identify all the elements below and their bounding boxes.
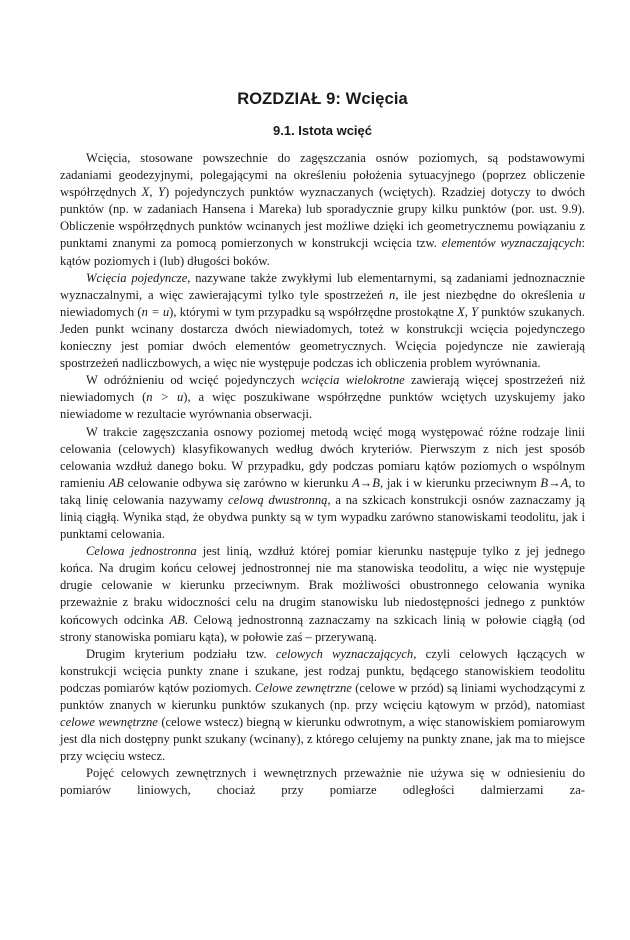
italic-term: A→B: [351, 475, 380, 490]
italic-term: celowych wyznaczających: [275, 646, 414, 661]
text-run: : kątów poziomych i (lub) długości boków.: [60, 236, 585, 268]
italic-term: n: [389, 287, 396, 302]
italic-term: elementów wyznaczających: [441, 236, 582, 251]
text-run: Pojęć celowych zewnętrznych i wewnętrznych przeważnie nie używa się w odniesieniu do pomiarów liniowych, chociaż przy pomiarze odległości dalmierzami za-: [60, 766, 585, 798]
body-paragraph: [60, 150, 585, 270]
text-run: Drugim kryterium podziału tzw.: [86, 646, 276, 661]
italic-term: Wcięcia pojedyncze: [86, 270, 188, 285]
italic-term: celowe wewnętrzne: [60, 715, 158, 730]
text-run: ), a więc poszukiwane współrzędne punktów wciętych uzyskujemy jako niewiadome w rezultacie wyrównania obserwacji.: [60, 390, 585, 422]
text-run: ), którymi w tym przypadku są współrzędne prostokątne: [169, 304, 458, 319]
italic-term: celową dwustronną: [228, 492, 328, 507]
italic-term: AB: [108, 475, 124, 490]
text-run: zawierają więcej spostrzeżeń niż niewiadomych (: [60, 373, 585, 405]
text-run: , jak i w kierunku przeciwnym: [379, 475, 541, 490]
italic-term: X, Y: [457, 304, 479, 319]
chapter-title: ROZDZIAŁ 9: Wcięcia: [237, 90, 408, 108]
text-run: , ile jest niezbędne do określenia: [395, 287, 579, 302]
italic-term: AB: [169, 612, 185, 627]
text-run: niewiadomych (: [60, 304, 142, 319]
text-run: (celowe wstecz) biegną w kierunku odwrotnym, a więc stanowiskiem pomiarowym jest dla nich dostępny punkt szukany (wcinany), z którego celujemy na punkty znane, jak ma to miejsce przy wcięciu wstecz.: [60, 715, 585, 764]
text-run: , a na szkicach konstrukcji osnów zaznaczamy ją linią ciągłą. Wynika stąd, że obydwa punkty są w tym wypadku zarówno stanowiskami teodolitu, jak i punktami celowania.: [60, 492, 585, 542]
text-run: punktów szukanych. Jeden punkt wcinany dostarcza dwóch niewiadomych, toteż w konstrukcji wcięcia pojedynczego konieczny jest pomiar dwóch elementów geometrycznych. Wcięcia pojedyncze nie zawierają spostrzeżeń nadliczbowych, a więc nie występuje podczas ich obliczenia problem wyrównania.: [60, 304, 585, 371]
italic-term: u: [578, 287, 585, 302]
body-paragraph: [60, 424, 585, 544]
text-run: . Celową jednostronną zaznaczamy na szkicach linią w połowie ciągłą (od strony stanowiska pomiaru kąta), w połowie zaś – przerywaną.: [60, 612, 585, 644]
italic-term: Celowe zewnętrzne: [254, 680, 352, 695]
text-run: , czyli celowych łączących w konstrukcji wcięcia punkty znane i szukane, jest rodzaj punktu, będącego stanowiskiem teodolitu podczas pomiarów kątów poziomych.: [60, 646, 586, 695]
italic-term: wcięcia wielokrotne: [301, 373, 405, 388]
text-run: , to taką linię celowania nazywamy: [60, 475, 586, 507]
text-run: ) pojedynczych punktów wyznaczanych (wciętych). Rzadziej dotyczy to dwóch punktów (np. w zadaniach Hansena i Mareka) lub sporadycznie grupy kilku punktów (por. ust. 9.9). Obliczenie współrzędnych punktów wcinanych jest możliwe dzięki ich geometrycznemu powiązaniu z punktami znanymi za pomocą pomierzonych w konstrukcji wcięcia tzw.: [60, 185, 585, 251]
text-run: (celowe w przód) są liniami wychodzącymi z punktów znanych w kierunku punktów szukanych (np. przy wcięciu kątowym w przód), natomiast: [60, 680, 586, 712]
italic-term: B→A: [540, 475, 569, 490]
body-paragraph: [60, 372, 585, 423]
body-paragraph: [60, 646, 585, 766]
text-run: W odróżnieniu od wcięć pojedynczych: [86, 373, 302, 388]
section-title: 9.1. Istota wcięć: [273, 123, 372, 138]
italic-term: n > u: [146, 390, 184, 405]
text-run: W trakcie zagęszczania osnowy poziomej metodą wcięć mogą występować różne rodzaje linii celowania (celowych) klasyfikowanych według dwóch kryteriów. Pierwszym z nich jest sposób celowania wzdłuż danego boku. W przypadku, gdy podczas pomiaru kątów poziomych o wspólnym ramieniu: [60, 424, 585, 490]
text-run: celowanie odbywa się zarówno w kierunku: [123, 475, 352, 490]
italic-term: Celowa jednostronna: [86, 544, 197, 559]
body-paragraph: [60, 543, 585, 646]
italic-term: X, Y: [141, 185, 165, 200]
text-run: Wcięcia, stosowane powszechnie do zagęszczania osnów poziomych, są podstawowymi zadaniami geodezyjnymi, polegającymi na określeniu położenia sytuacyjnego (poprzez obliczenie współrzędnych: [60, 151, 585, 200]
body-paragraph: [60, 270, 585, 373]
body-paragraph: [60, 765, 585, 799]
italic-term: n = u: [141, 304, 170, 319]
text-run: jest linią, wzdłuż której pomiar kierunku następuje tylko z jej jednego końca. Na drugim końcu celowej jednostronnej nie ma stanowiska teodolitu, a więc nie występuje drugie celowanie w kierunku przeciwnym. Brak możliwości obustronnego celowania wynika przeważnie z braku widoczności celu na drugim stanowisku lub niedostępności jednego z punktów końcowych odcinka: [60, 544, 585, 627]
text-run: , nazywane także zwykłymi lub elementarnymi, są zadaniami jednoznacznie wyznaczalnymi, a więc zawierającymi tylko tyle spostrzeżeń: [60, 270, 585, 302]
